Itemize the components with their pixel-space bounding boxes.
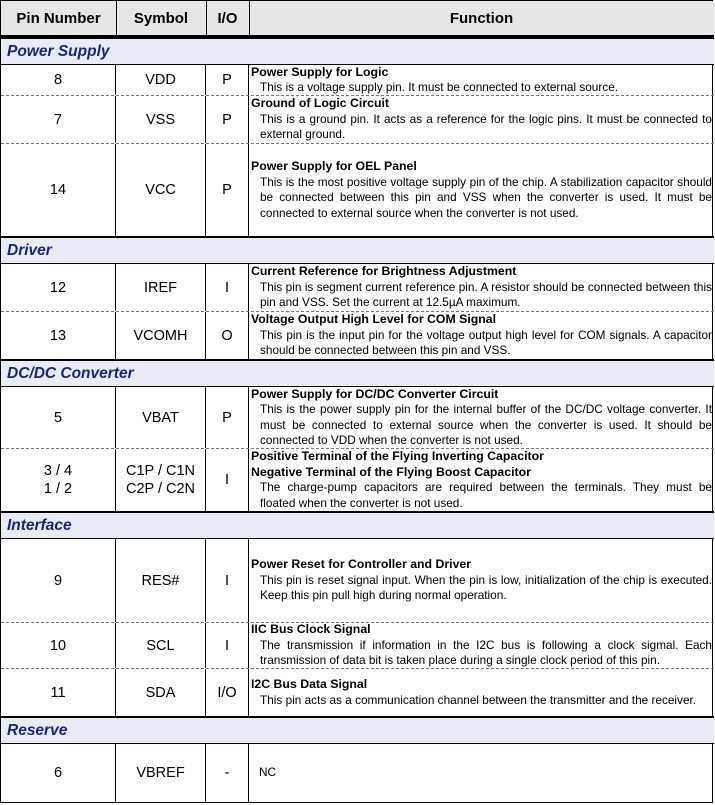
function-desc: This pin acts as a communication channel between the transmitter and the receiver. bbox=[260, 692, 697, 707]
pin-number: 8 bbox=[1, 65, 116, 95]
pin-function bbox=[249, 96, 714, 143]
function-title: Power Reset for Controller and Driver bbox=[251, 557, 472, 572]
pin-number: 1 / 2 bbox=[43, 481, 73, 497]
pin-io: I bbox=[206, 623, 249, 668]
table-row bbox=[1, 65, 714, 96]
table-row bbox=[1, 312, 714, 359]
function-desc: This is the most positive voltage supply pin of the chip. A stabilization capacitor should be connected between this pin and VSS when the converter is used. It must be connected to external source when the converter is not used. bbox=[260, 174, 712, 220]
section-interface bbox=[1, 511, 714, 539]
table-row bbox=[1, 144, 714, 236]
table-row bbox=[1, 623, 714, 669]
pin-number: 10 bbox=[1, 623, 116, 668]
pin-number-cell bbox=[1, 449, 116, 511]
pin-function bbox=[249, 669, 714, 716]
pin-function bbox=[249, 312, 714, 359]
function-title: Positive Terminal of the Flying Inverting Capacitor bbox=[251, 449, 544, 463]
section-title: Power Supply bbox=[7, 43, 110, 60]
table-header bbox=[1, 1, 714, 37]
function-title: IIC Bus Clock Signal bbox=[251, 622, 371, 637]
pin-number: 12 bbox=[1, 264, 116, 311]
pin-function bbox=[249, 264, 714, 311]
function-title: Current Reference for Brightness Adjustment bbox=[251, 264, 517, 279]
function-desc: This pin is segment current reference pin. A resistor should be connected between this pin and VSS. Set the current at 12.5µA maximum. bbox=[260, 279, 712, 310]
function-desc: This pin is reset signal input. When the pin is low, initialization of the chip is executed. Keep this pin pull high during normal operation. bbox=[260, 572, 712, 603]
pin-number: 3 / 4 bbox=[43, 463, 73, 479]
pin-symbol: VCOMH bbox=[116, 312, 206, 359]
function-title: Power Supply for DC/DC Converter Circuit bbox=[251, 386, 499, 401]
section-title: DC/DC Converter bbox=[7, 365, 134, 382]
table-row bbox=[1, 744, 714, 802]
pin-function bbox=[249, 449, 714, 511]
pin-io: - bbox=[206, 744, 249, 802]
table-row bbox=[1, 387, 714, 449]
function-desc: The transmission if information in the I2C bus is following a clock sigmal. Each transmission of data bit is taken place during a single clock period of this pin. bbox=[260, 637, 712, 668]
pin-io: P bbox=[206, 144, 249, 236]
pin-symbol: VSS bbox=[116, 96, 206, 143]
pin-symbol: VBREF bbox=[116, 744, 206, 802]
section-driver bbox=[1, 236, 714, 264]
function-desc: This pin is the input pin for the voltage output high level for COM signals. A capacitor should be connected between this pin and VSS. bbox=[260, 327, 712, 358]
pin-symbol-cell bbox=[116, 449, 206, 511]
pin-symbol: SCL bbox=[116, 623, 206, 668]
pin-number: 11 bbox=[1, 669, 116, 716]
function-desc: This is a voltage supply pin. It must be connected to external source. bbox=[260, 80, 619, 94]
section-power-supply bbox=[1, 37, 714, 65]
pin-symbol: VCC bbox=[116, 144, 206, 236]
function-title: Negative Terminal of the Flying Boost Capacitor bbox=[251, 464, 531, 479]
pin-number: 5 bbox=[1, 387, 116, 448]
pin-symbol: SDA bbox=[116, 669, 206, 716]
header-symbol: Symbol bbox=[133, 9, 189, 27]
table-row bbox=[1, 669, 714, 716]
section-title: Interface bbox=[7, 517, 72, 534]
function-title: Power Supply for OEL Panel bbox=[251, 159, 417, 173]
pin-symbol: VBAT bbox=[116, 387, 206, 448]
pin-function bbox=[249, 744, 714, 802]
pin-io: I bbox=[206, 449, 249, 511]
header-pin-number: Pin Number bbox=[16, 9, 101, 27]
pin-symbol: C1P / C1N bbox=[125, 463, 196, 479]
pin-function bbox=[249, 144, 714, 236]
section-dcdc-converter bbox=[1, 359, 714, 387]
function-desc: NC bbox=[259, 765, 277, 780]
function-title: I2C Bus Data Signal bbox=[251, 677, 368, 691]
pin-symbol: IREF bbox=[116, 264, 206, 311]
pin-number: 6 bbox=[1, 744, 116, 802]
pin-number: 13 bbox=[1, 312, 116, 359]
section-reserve bbox=[1, 716, 714, 744]
pin-io: O bbox=[206, 312, 249, 359]
col-divider bbox=[249, 1, 250, 37]
table-row bbox=[1, 96, 714, 144]
section-title: Reserve bbox=[7, 722, 68, 739]
pin-io: I bbox=[206, 264, 249, 311]
header-function: Function bbox=[449, 9, 514, 27]
function-desc: This is a ground pin. It acts as a reference for the logic pins. It must be connected to external ground. bbox=[260, 111, 712, 142]
pin-number: 7 bbox=[1, 96, 116, 143]
pin-function bbox=[249, 623, 714, 668]
function-desc: This is the power supply pin for the internal buffer of the DC/DC voltage converter. It must be connected to external source when the converter is used. It should be connected to VDD when the converter is not used. bbox=[260, 402, 712, 447]
pin-number: 14 bbox=[1, 144, 116, 236]
pin-function bbox=[249, 65, 714, 95]
pin-io: I bbox=[206, 539, 249, 622]
pin-symbol: VDD bbox=[116, 65, 206, 95]
pin-function bbox=[249, 387, 714, 448]
pin-io: P bbox=[206, 96, 249, 143]
col-divider bbox=[116, 1, 117, 37]
section-title: Driver bbox=[7, 242, 52, 259]
pin-io: I/O bbox=[206, 669, 249, 716]
table-row bbox=[1, 449, 714, 511]
pin-function bbox=[249, 539, 714, 622]
function-title: Ground of Logic Circuit bbox=[251, 96, 389, 111]
table-row bbox=[1, 264, 714, 312]
pin-io: P bbox=[206, 65, 249, 95]
col-divider bbox=[206, 1, 207, 37]
table-row bbox=[1, 539, 714, 623]
header-io: I/O bbox=[217, 9, 238, 27]
function-title: Power Supply for Logic bbox=[251, 64, 389, 79]
pin-io: P bbox=[206, 387, 249, 448]
pin-symbol: RES# bbox=[116, 539, 206, 622]
pin-symbol: C2P / C2N bbox=[125, 481, 196, 497]
function-title: Voltage Output High Level for COM Signal bbox=[251, 312, 497, 327]
function-desc: The charge-pump capacitors are required between the terminals. They must be floated when the converter is not used. bbox=[260, 480, 712, 510]
pin-number: 9 bbox=[1, 539, 116, 622]
